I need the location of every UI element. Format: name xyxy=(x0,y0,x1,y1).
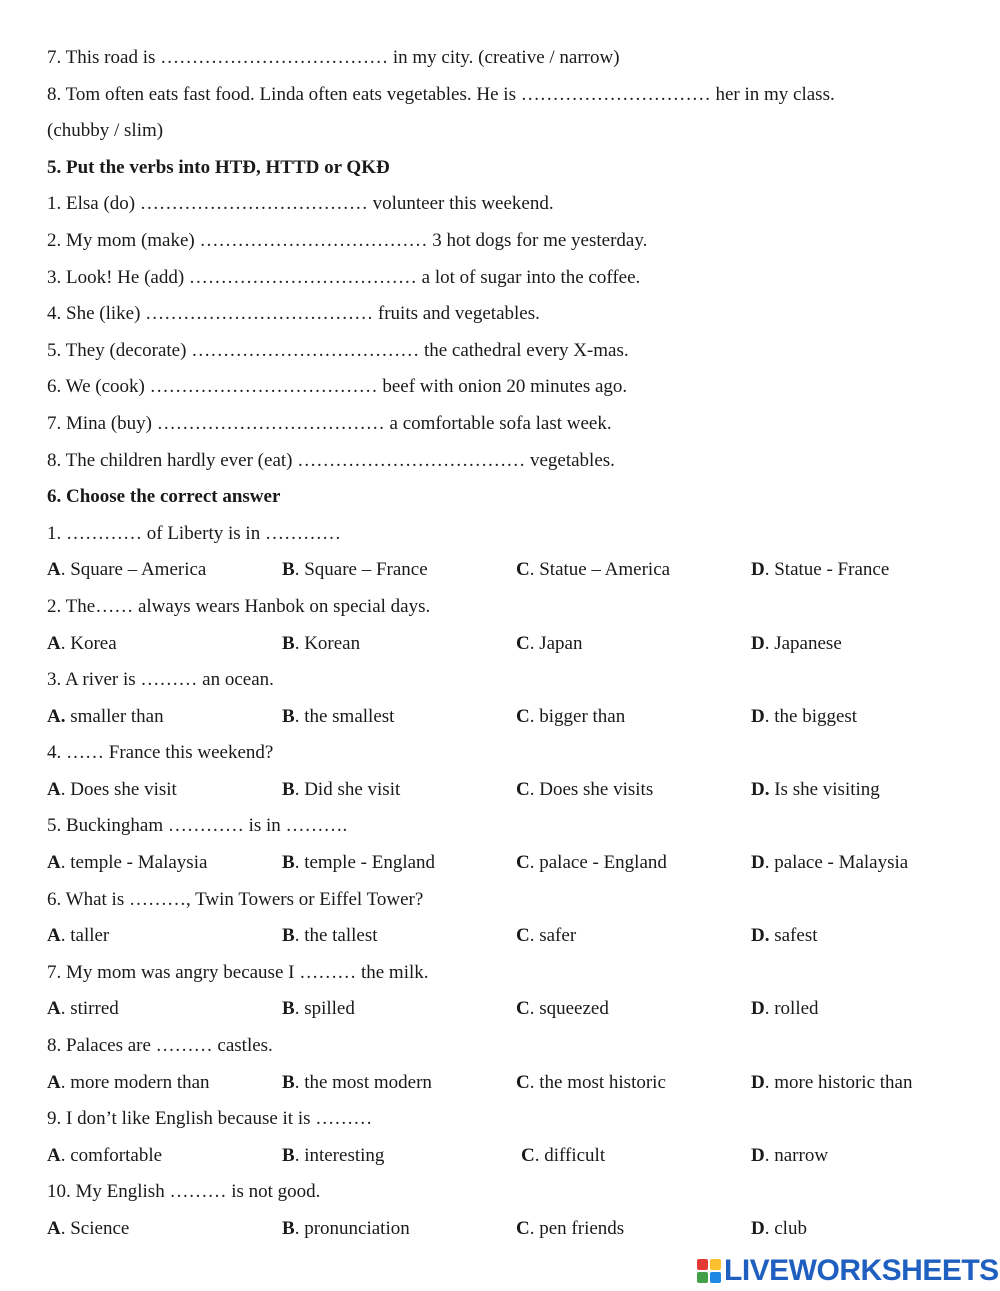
answer-options xyxy=(47,918,957,955)
answer-option-d xyxy=(751,845,908,882)
option-text: . Does she visits xyxy=(529,778,654,800)
option-text: . Korea xyxy=(60,632,117,654)
option-letter: B xyxy=(282,1071,295,1093)
verb-item: 7. Mina (buy) ……………………………… a comfortable sofa last week. xyxy=(47,412,612,434)
answer-option-c xyxy=(516,626,583,663)
answer-option-c xyxy=(521,1138,605,1175)
answer-options xyxy=(47,772,957,809)
answer-option-a xyxy=(47,699,164,736)
answer-option-d xyxy=(751,918,818,955)
answer-option-b xyxy=(282,991,355,1028)
option-letter: D xyxy=(751,1071,765,1093)
option-letter: B xyxy=(282,852,295,874)
answer-options xyxy=(47,552,957,589)
exercise-line: 7. This road is ……………………………… in my city. (creative / narrow) xyxy=(47,47,620,68)
answer-option-b xyxy=(282,1211,410,1248)
option-letter: A xyxy=(47,1144,61,1166)
answer-option-a xyxy=(47,1138,162,1175)
option-letter: D xyxy=(751,1218,765,1239)
verb-item: 5. They (decorate) ……………………………… the cathedral every X-mas. xyxy=(47,339,629,361)
option-text: . club xyxy=(764,1218,807,1239)
option-letter: D xyxy=(751,1144,765,1166)
answer-option-d xyxy=(751,1138,828,1175)
option-text: . more historic than xyxy=(764,1071,913,1093)
verb-item: 4. She (like) ……………………………… fruits and vegetables. xyxy=(47,303,540,325)
option-letter: A xyxy=(47,1071,61,1093)
option-text: . taller xyxy=(60,925,110,947)
question-text: 2. The…… always wears Hanbok on special days. xyxy=(47,595,431,617)
answer-option-b xyxy=(282,552,428,589)
section-6-heading: 6. Choose the correct answer xyxy=(47,486,281,508)
option-text: . squeezed xyxy=(529,998,609,1020)
option-text: . the smallest xyxy=(294,705,395,727)
answer-option-b xyxy=(282,1138,384,1175)
option-letter: A xyxy=(47,1218,61,1239)
question-text: 8. Palaces are ……… castles. xyxy=(47,1035,273,1057)
option-letter: B xyxy=(282,1144,295,1166)
option-text: . narrow xyxy=(764,1144,829,1166)
option-text: . Korean xyxy=(294,632,361,654)
option-letter: C xyxy=(516,778,530,800)
option-letter: B xyxy=(282,559,295,581)
answer-option-b xyxy=(282,699,394,736)
option-letter: C xyxy=(516,1071,530,1093)
liveworksheets-logo-icon xyxy=(697,1259,721,1283)
option-text: . spilled xyxy=(294,998,355,1020)
answer-option-d xyxy=(751,1211,807,1248)
exercise-line: (chubby / slim) xyxy=(47,120,164,142)
option-letter: C xyxy=(516,559,530,581)
verb-item: 2. My mom (make) ……………………………… 3 hot dogs for me yesterday. xyxy=(47,229,648,251)
option-letter: A xyxy=(47,925,61,947)
answer-option-a xyxy=(47,845,207,882)
option-letter: D. xyxy=(751,925,770,947)
answer-options xyxy=(47,699,957,736)
answer-option-d xyxy=(751,991,819,1028)
option-letter: B xyxy=(282,1218,295,1239)
answer-option-c xyxy=(516,772,653,809)
option-letter: C xyxy=(516,1218,530,1239)
answer-option-a xyxy=(47,772,177,809)
answer-option-a xyxy=(47,918,109,955)
answer-option-c xyxy=(516,1211,624,1248)
question-list xyxy=(47,516,957,1248)
answer-option-b xyxy=(282,772,400,809)
option-letter: A. xyxy=(47,705,66,727)
option-text: . Statue - France xyxy=(764,559,890,581)
answer-option-d xyxy=(751,1065,912,1102)
logo-square-red xyxy=(697,1259,708,1270)
option-text: . stirred xyxy=(60,998,119,1020)
answer-options xyxy=(47,1211,957,1248)
answer-options xyxy=(47,1138,957,1175)
option-letter: B xyxy=(282,705,295,727)
logo-square-green xyxy=(697,1272,708,1283)
question-text: 4. …… France this weekend? xyxy=(47,742,274,764)
option-letter: C xyxy=(516,925,530,947)
answer-option-c xyxy=(516,552,670,589)
option-text: . pronunciation xyxy=(294,1218,410,1239)
option-text: . the most historic xyxy=(529,1071,666,1093)
option-text: . more modern than xyxy=(60,1071,210,1093)
option-text: . the tallest xyxy=(294,925,378,947)
logo-square-yellow xyxy=(710,1259,721,1270)
option-letter: B xyxy=(282,778,295,800)
option-letter: C xyxy=(516,632,530,654)
answer-option-d xyxy=(751,552,889,589)
option-text: . Square – America xyxy=(60,559,207,581)
option-text: . comfortable xyxy=(60,1144,163,1166)
question-text: 7. My mom was angry because I ……… the milk. xyxy=(47,961,429,983)
answer-option-d xyxy=(751,626,842,663)
option-text: Is she visiting xyxy=(769,778,880,800)
option-letter: C xyxy=(516,852,530,874)
option-letter: B xyxy=(282,632,295,654)
option-text: . temple - Malaysia xyxy=(60,852,208,874)
option-text: . Japanese xyxy=(764,632,842,654)
option-text: . Does she visit xyxy=(60,778,177,800)
option-letter: A xyxy=(47,559,61,581)
question-text: 9. I don’t like English because it is ……… xyxy=(47,1108,373,1130)
answer-option-b xyxy=(282,918,378,955)
option-letter: A xyxy=(47,998,61,1020)
option-text: . bigger than xyxy=(529,705,626,727)
answer-option-c xyxy=(516,845,667,882)
option-text: . rolled xyxy=(764,998,819,1020)
option-letter: D xyxy=(751,705,765,727)
option-text: . the biggest xyxy=(764,705,858,727)
verb-item: 3. Look! He (add) ……………………………… a lot of sugar into the coffee. xyxy=(47,266,641,288)
answer-options xyxy=(47,991,957,1028)
brand-text: LIVEWORKSHEETS xyxy=(724,1254,999,1287)
option-letter: A xyxy=(47,632,61,654)
option-letter: D xyxy=(751,998,765,1020)
answer-option-d xyxy=(751,699,857,736)
option-letter: A xyxy=(47,778,61,800)
option-text: . interesting xyxy=(294,1144,385,1166)
option-text: . temple - England xyxy=(294,852,436,874)
logo-square-blue xyxy=(710,1272,721,1283)
section-5-heading: 5. Put the verbs into HTĐ, HTTD or QKĐ xyxy=(47,156,390,178)
option-text: safest xyxy=(769,925,818,947)
option-text: . Did she visit xyxy=(294,778,401,800)
answer-options xyxy=(47,845,957,882)
worksheet-page xyxy=(47,40,957,1248)
option-text: . difficult xyxy=(534,1144,606,1166)
answer-option-a xyxy=(47,552,206,589)
question-text: 5. Buckingham ………… is in ………. xyxy=(47,815,348,837)
answer-options xyxy=(47,1065,957,1102)
option-text: . palace - Malaysia xyxy=(764,852,909,874)
option-letter: D xyxy=(751,852,765,874)
option-text: . the most modern xyxy=(294,1071,432,1093)
option-text: . safer xyxy=(529,925,577,947)
option-letter: D xyxy=(751,632,765,654)
answer-option-b xyxy=(282,845,435,882)
option-text: . Science xyxy=(60,1218,130,1239)
answer-option-c xyxy=(516,699,625,736)
answer-options xyxy=(47,626,957,663)
liveworksheets-brand xyxy=(697,1254,999,1288)
option-text: . Statue – America xyxy=(529,559,671,581)
option-letter: B xyxy=(282,925,295,947)
answer-option-d xyxy=(751,772,880,809)
option-text: . Square – France xyxy=(294,559,428,581)
option-letter: C xyxy=(516,705,530,727)
option-letter: A xyxy=(47,852,61,874)
question-text: 3. A river is ……… an ocean. xyxy=(47,669,274,691)
option-text: . palace - England xyxy=(529,852,667,874)
option-letter: D. xyxy=(751,778,770,800)
answer-option-a xyxy=(47,991,119,1028)
exercise-line: 8. Tom often eats fast food. Linda often eats vegetables. He is ………………………… her in my class. xyxy=(47,83,835,105)
answer-option-a xyxy=(47,1065,210,1102)
verb-item: 6. We (cook) ……………………………… beef with onion 20 minutes ago. xyxy=(47,376,628,398)
question-text: 10. My English ……… is not good. xyxy=(47,1181,321,1203)
option-text: . pen friends xyxy=(529,1218,625,1239)
option-text: . Japan xyxy=(529,632,583,654)
option-letter: B xyxy=(282,998,295,1020)
question-text: 1. ………… of Liberty is in ………… xyxy=(47,522,341,544)
answer-option-a xyxy=(47,1211,129,1248)
option-text: smaller than xyxy=(65,705,164,727)
answer-option-a xyxy=(47,626,117,663)
answer-option-b xyxy=(282,1065,432,1102)
verb-item: 8. The children hardly ever (eat) ……………………………… vegetables. xyxy=(47,449,615,471)
verb-item: 1. Elsa (do) ……………………………… volunteer this weekend. xyxy=(47,193,554,215)
option-letter: C xyxy=(521,1144,535,1166)
option-letter: C xyxy=(516,998,530,1020)
option-letter: D xyxy=(751,559,765,581)
question-text: 6. What is ………, Twin Towers or Eiffel Tower? xyxy=(47,888,424,910)
answer-option-c xyxy=(516,918,576,955)
answer-option-b xyxy=(282,626,360,663)
answer-option-c xyxy=(516,991,609,1028)
answer-option-c xyxy=(516,1065,666,1102)
